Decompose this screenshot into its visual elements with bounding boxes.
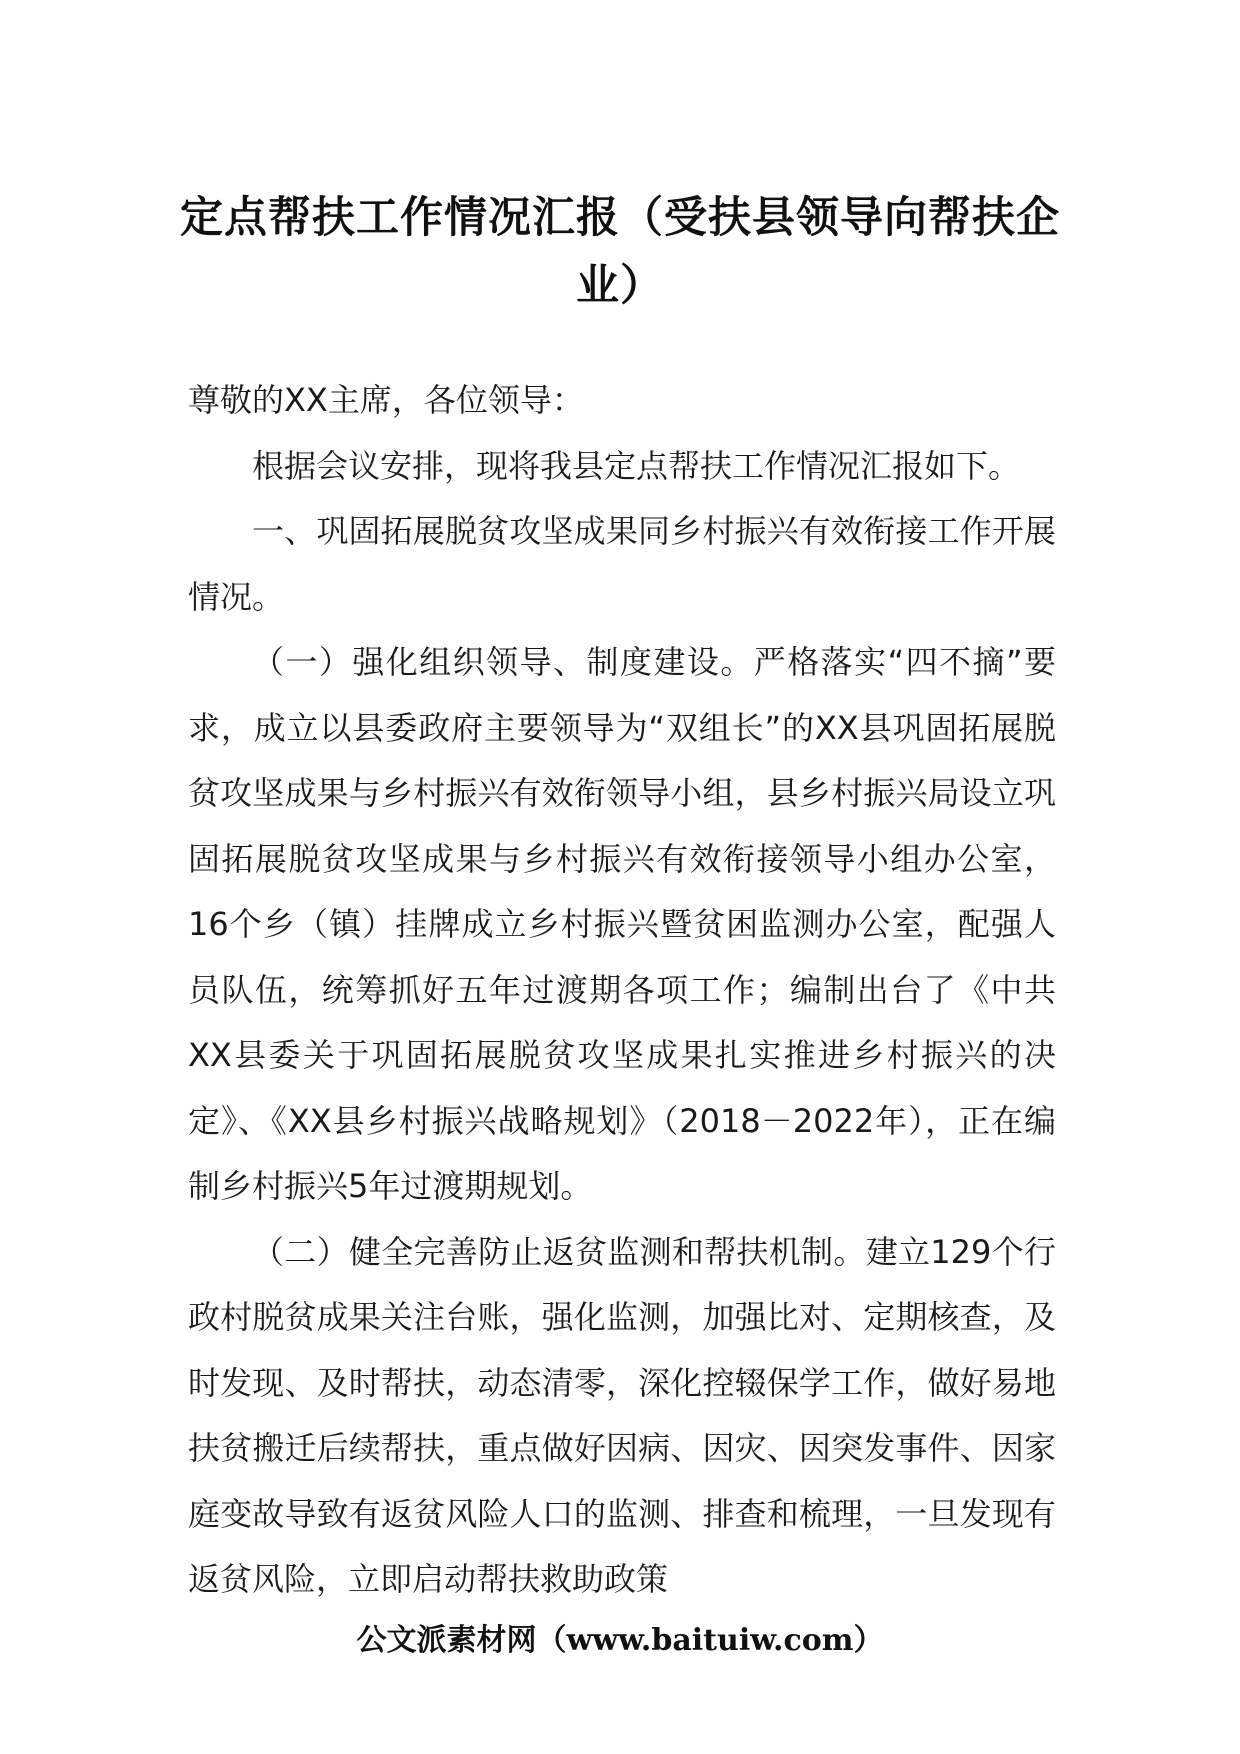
paragraph-monitoring: （二）健全完善防止返贫监测和帮扶机制。建立129个行政村脱贫成果关注台账，强化监测，加强比对、定期核查，及时发现、及时帮扶，动态清零，深化控辍保学工作，做好易地扶贫搬迁后续帮扶，重点做好因病、因灾、因突发事件、因家庭变故导致有返贫风险人口的监测、排查和梳理，一旦发现有返贫风险，立即启动帮扶救助政策	[188, 1232, 1056, 1598]
document-title: 定点帮扶工作情况汇报（受扶县领导向帮扶企业）	[180, 193, 1060, 311]
section-heading-1: 一、巩固拓展脱贫攻坚成果同乡村振兴有效衔接工作开展情况。	[188, 512, 1056, 616]
document-body	[188, 368, 1056, 1613]
paragraph-intro: 根据会议安排，现将我县定点帮扶工作情况汇报如下。	[252, 446, 1021, 485]
salutation: 尊敬的XX主席，各位领导：	[188, 381, 584, 419]
paragraph-organization: （一）强化组织领导、制度建设。严格落实“四不摘”要求，成立以县委政府主要领导为“双组长”的XX县巩固拓展脱贫攻坚成果与乡村振兴有效衔领导小组，县乡村振兴局设立巩固拓展脱贫攻坚成果与乡村振兴有效衔接领导小组办公室，16个乡（镇）挂牌成立乡村振兴暨贫困监测办公室，配强人员队伍，统筹抓好五年过渡期各项工作；编制出台了《中共XX县委关于巩固拓展脱贫攻坚成果扎实推进乡村振兴的决定》、《XX县乡村振兴战略规划》（2018－2022年），正在编制乡村振兴5年过渡期规划。	[188, 643, 1056, 1205]
footer-watermark: 公文派素材网（www.baituiw.com）	[356, 1623, 884, 1658]
